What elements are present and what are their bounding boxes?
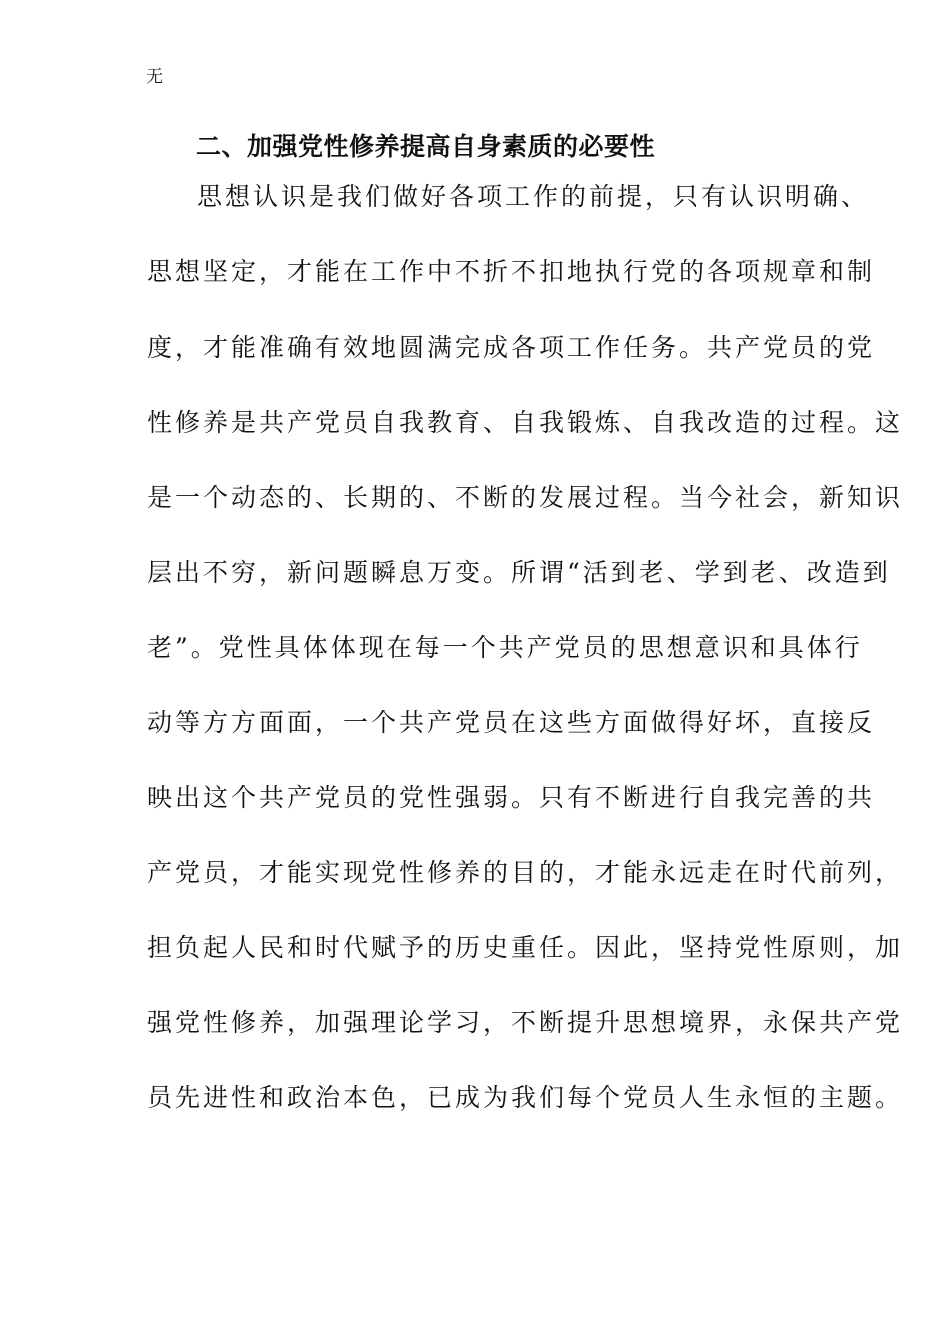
paragraph-line: 度，才能准确有效地圆满完成各项工作任务。共产党员的党 [147, 333, 876, 362]
paragraph-line: 映出这个共产党员的党性强弱。只有不断进行自我完善的共 [147, 783, 876, 812]
paragraph-line: 老”。党性具体体现在每一个共产党员的思想意识和具体行 [147, 633, 863, 662]
paragraph-line: 思想认识是我们做好各项工作的前提，只有认识明确、 [197, 182, 870, 211]
header-note: 无 [146, 67, 163, 87]
paragraph-line: 强党性修养，加强理论学习，不断提升思想境界，永保共产党 [147, 1008, 904, 1037]
paragraph-line: 动等方方面面，一个共产党员在这些方面做得好坏，直接反 [147, 708, 876, 737]
paragraph-line: 是一个动态的、长期的、不断的发展过程。当今社会，新知识 [147, 483, 904, 512]
paragraph-line: 性修养是共产党员自我教育、自我锻炼、自我改造的过程。这 [147, 408, 904, 437]
paragraph-line: 层出不穷，新问题瞬息万变。所谓“活到老、学到老、改造到 [147, 558, 891, 587]
paragraph-line: 产党员，才能实现党性修养的目的，才能永远走在时代前列， [147, 858, 904, 887]
paragraph-line: 思想坚定，才能在工作中不折不扣地执行党的各项规章和制 [147, 257, 876, 286]
section-heading: 二、加强党性修养提高自身素质的必要性 [196, 132, 656, 161]
paragraph-line: 担负起人民和时代赋予的历史重任。因此，坚持党性原则，加 [147, 933, 904, 962]
paragraph-line: 员先进性和政治本色，已成为我们每个党员人生永恒的主题。 [147, 1083, 904, 1112]
